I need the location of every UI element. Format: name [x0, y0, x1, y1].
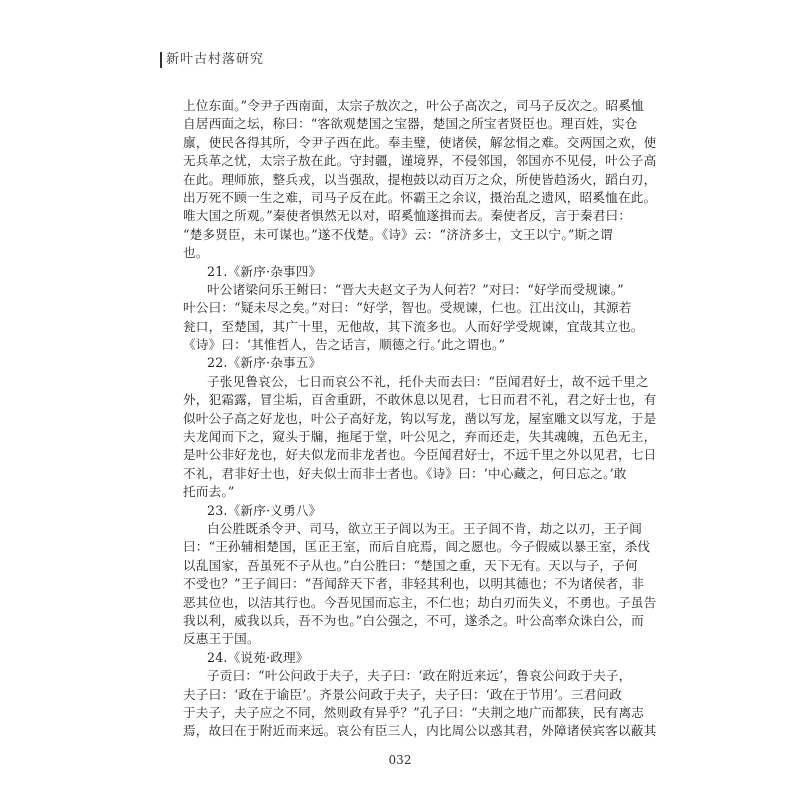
section-heading: 21.《新序·杂事四》 [207, 263, 322, 279]
text-line: 出万死不顾一生之难，司马子反在此。怀霸王之余议，摄治乱之遗风，昭奚恤在此。 [183, 189, 657, 205]
text-line: “楚多贤臣，未可谋也。”遂不伐楚。《诗》云：“济济多士，文王以宁。”斯之谓 [183, 226, 613, 242]
text-line: 于夫子，夫子应之不同，然则政有异乎？”孔子曰：“夫荆之地广而都狭，民有离志 [183, 704, 645, 720]
text-line: 不礼，君非好士也，好夫似士而非士者也。《诗》曰：‘中心藏之，何日忘之。’敢 [183, 465, 627, 481]
text-line: 《诗》曰：‘其惟哲人，告之话言，顺德之行。’此之谓也。” [183, 337, 506, 353]
text-line: 自居西面之坛，称曰：“客欲观楚国之宝器，楚国之所宝者贤臣也。理百姓，实仓 [183, 116, 638, 132]
text-line: 叶公诸梁问乐王鲋曰：“晋大夫赵文子为人何若？”对曰：“好学而受规谏。” [207, 281, 624, 297]
body-text [183, 97, 657, 741]
text-line: 曰：“王孙辅相楚国，匡正王室，而后自庇焉，闾之愿也。今子假威以暴王室，杀伐 [183, 539, 651, 555]
text-line: 不受也？”王子闾曰：“吾闻辞天下者，非轻其利也，以明其德也；不为诸侯者，非 [183, 576, 645, 592]
text-line: 子贡曰：“叶公问政于夫子，夫子曰：‘政在附近来远’，鲁哀公问政于夫子， [207, 668, 632, 684]
running-header [160, 52, 264, 68]
page-number: 032 [388, 753, 412, 767]
text-line: 托而去。” [183, 484, 235, 500]
running-title: 新叶古村落研究 [166, 52, 265, 67]
text-line: 白公胜既杀令尹、司马，欲立王子闾以为王。王子闾不肯，劫之以刃，王子闾 [207, 520, 642, 536]
section-heading: 22.《新序·杂事五》 [207, 355, 322, 371]
text-line: 上位东面。”令尹子西南面，太宗子敖次之，叶公子高次之，司马子反次之。昭奚恤 [183, 98, 644, 113]
text-line: 夫龙闻而下之，窥头于牖，拖尾于堂，叶公见之，弃而还走，失其魂魄，五色无主， [183, 429, 657, 445]
text-line: 叶公曰：“疑未尽之矣。”对曰：“好学，智也。受规谏，仁也。江出汶山，其源若 [183, 300, 632, 316]
text-line: 焉，故曰在于附近而来远。哀公有臣三人，内比周公以惑其君，外障诸侯宾客以蔽其 [183, 723, 657, 739]
section-heading: 23.《新序·义勇八》 [207, 502, 322, 518]
text-line: 恶其位也，以洁其行也。今吾见国而忘主，不仁也；劫白刃而失义，不勇也。子虽告 [183, 594, 657, 610]
text-line: 子张见鲁哀公，七日而哀公不礼，托仆夫而去曰：“臣闻君好士，故不远千里之 [207, 373, 649, 389]
text-line: 我以利，威我以兵，吾不为也。”白公强之，不可，遂杀之。叶公高率众诛白公，而 [183, 612, 644, 628]
text-line: 瓮口，至楚国，其广十里，无他故，其下流多也。人而好学受规谏，宜哉其立也。 [183, 318, 644, 334]
text-line: 唯大国之所观。”秦使者惧然无以对，昭奚恤遂揖而去。秦使者反，言于秦君曰： [183, 208, 632, 224]
text-line: 无兵革之忧，太宗子敖在此。守封疆，谨境界，不侵邻国，邻国亦不见侵，叶公子高 [183, 153, 657, 169]
text-line: 夫子曰：‘政在于谕臣’。齐景公问政于夫子，夫子曰：‘政在于节用’。三君问政 [183, 686, 623, 702]
text-line: 廪，使民各得其所，令尹子西在此。奉圭璧，使诸侯，解忿悁之难。交两国之欢，使 [183, 134, 657, 150]
text-line: 也。 [183, 245, 209, 261]
text-line: 以乱国家，吾虽死不子从也。”白公胜曰：“楚国之重，天下无有。天以与子，子何 [183, 557, 638, 573]
text-line: 似叶公子高之好龙也，叶公子高好龙，钩以写龙，凿以写龙，屋室雕文以写龙，于是 [183, 410, 657, 426]
text-line: 在此。理师旅，整兵戎，以当强敌，提枹鼓以动百万之众，所使皆趋汤火，蹈白刃， [183, 171, 657, 187]
text-line: 反惠王于国。 [183, 631, 260, 647]
section-heading: 24.《说苑·政理》 [207, 649, 309, 665]
text-line: 外，犯霜露，冒尘垢，百舍重趼，不敢休息以见君，七日而君不礼，君之好士也，有 [183, 392, 657, 408]
text-line: 是叶公非好龙也，好夫似龙而非龙者也。今臣闻君好士，不远千里之外以见君，七日 [183, 447, 657, 463]
